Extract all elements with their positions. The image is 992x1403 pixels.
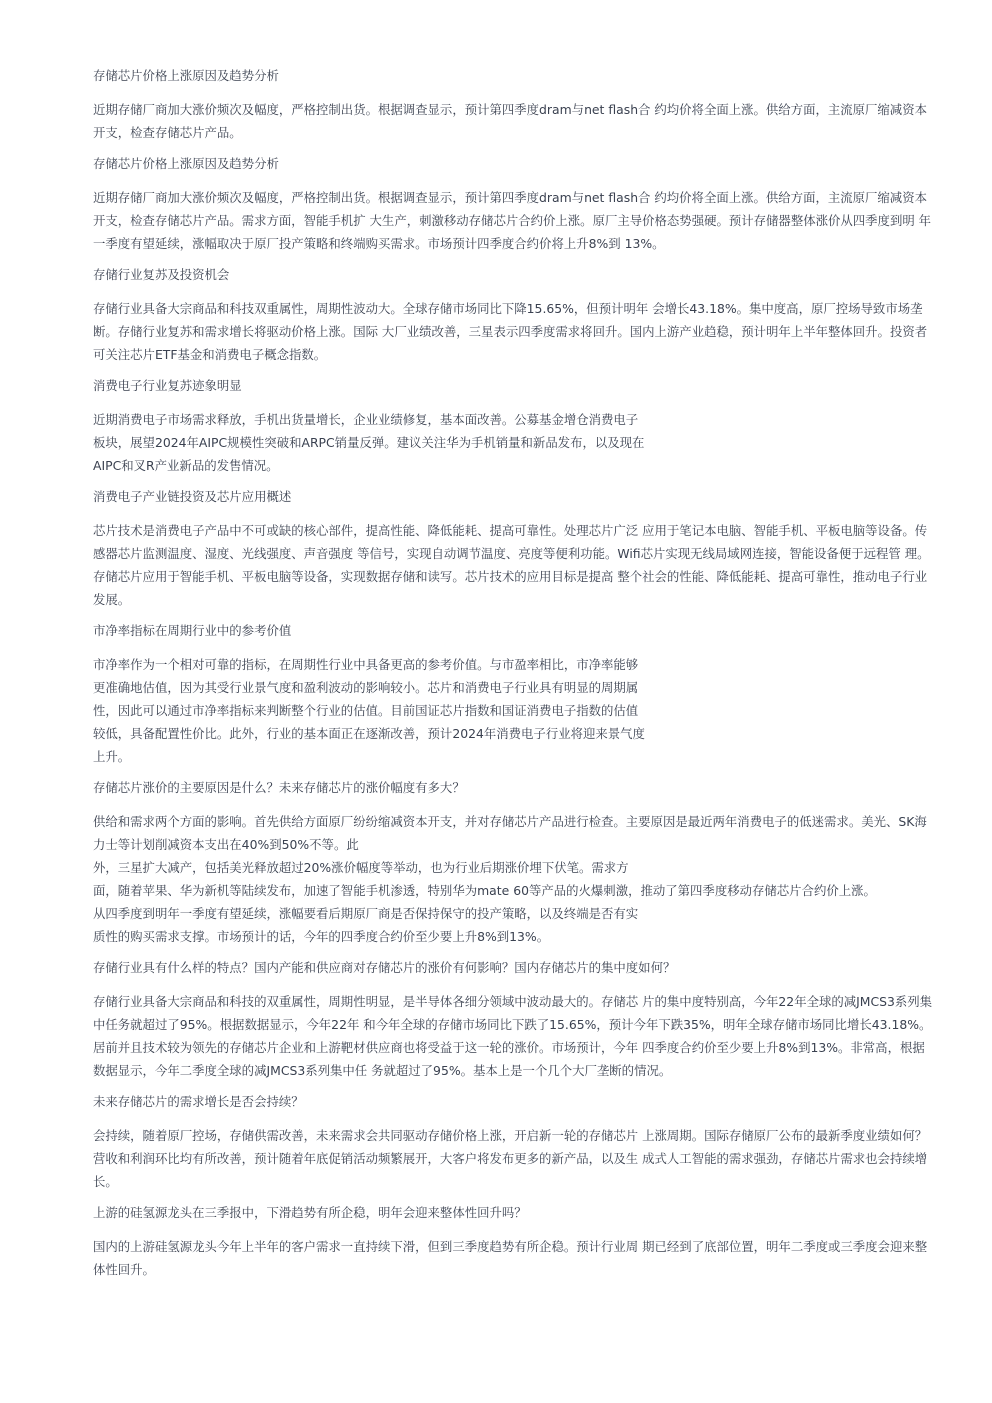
paragraph-line: 较低，具备配置性价比。此外，行业的基本面正在逐渐改善，预计2024年消费电子行业将迎来景气度: [93, 726, 645, 741]
paragraph-line: 面，随着苹果、华为新机等陆续发布，加速了智能手机渗透，特别华为mate 60等产品的火爆刺激，推动了第四季度移动存储芯片合约价上涨。: [93, 883, 876, 898]
section-paragraph: [93, 186, 935, 255]
paragraph-line: 近期存储厂商加大涨价频次及幅度，严格控制出货。根据调查显示，预计第四季度dram与net flash合 约均价将全面上涨。供给方面，主流原厂缩减资本开支，检查存储芯片产品。: [93, 102, 927, 140]
section-5: [93, 487, 935, 611]
section-6: [93, 621, 935, 768]
section-7: [93, 778, 935, 948]
section-heading: 消费电子行业复苏迹象明显: [93, 378, 242, 393]
section-1: [93, 66, 935, 144]
section-paragraph: [93, 408, 935, 477]
section-heading: 存储行业具有什么样的特点？国内产能和供应商对存储芯片的涨价有何影响？国内存储芯片的集中度如何？: [93, 960, 676, 975]
section-heading: 存储行业复苏及投资机会: [93, 267, 230, 282]
paragraph-line: AIPC和叉R产业新品的发售情况。: [93, 458, 279, 473]
section-heading: 未来存储芯片的需求增长是否会持续？: [93, 1094, 304, 1109]
section-paragraph: [93, 519, 935, 611]
paragraph-line: 供给和需求两个方面的影响。首先供给方面原厂纷纷缩减资本开支，并对存储芯片产品进行检查。主要原因是最近两年消费电子的低迷需求。美光、SK海力士等计划削减资本支出在40%到50%不等。此: [93, 814, 927, 852]
section-heading: 消费电子产业链投资及芯片应用概述: [93, 489, 292, 504]
section-paragraph: [93, 98, 935, 144]
section-paragraph: [93, 297, 935, 366]
section-paragraph: [93, 810, 935, 948]
paragraph-line: 芯片技术是消费电子产品中不可或缺的核心部件，提高性能、降低能耗、提高可靠性。处理芯片广泛 应用于笔记本电脑、智能手机、平板电脑等设备。传感器芯片监测温度、湿度、光线强度、声音强度 等信号，实现自动调节温度、亮度等便利功能。Wifi芯片实现无线局域网连接，智能设备便于远程管 理。存储芯片应用于智能手机、平板电脑等设备，实现数据存储和读写。芯片技术的应用目标是提高 整个社会的性能、降低能耗、提高可靠性，推动电子行业发展。: [93, 523, 930, 607]
section-heading: 存储芯片价格上涨原因及趋势分析: [93, 68, 279, 83]
paragraph-line: 质性的购买需求支撑。市场预计的话，今年的四季度合约价至少要上升8%到13%。: [93, 929, 550, 944]
section-heading: 上游的硅氢源龙头在三季报中，下滑趋势有所企稳，明年会迎来整体性回升吗？: [93, 1205, 527, 1220]
section-9: [93, 1092, 935, 1193]
paragraph-line: 近期存储厂商加大涨价频次及幅度，严格控制出货。根据调查显示，预计第四季度dram与net flash合 约均价将全面上涨。供给方面，主流原厂缩减资本开支，检查存储芯片产品。需求方面，智能手机扩 大生产，刺激移动存储芯片合约价上涨。原厂主导价格态势强硬。预计存储器整体涨价从四季度到明 年一季度有望延续，涨幅取决于原厂投产策略和终端购买需求。市场预计四季度合约价将上升8%到 13%。: [93, 190, 932, 251]
paragraph-line: 市净率作为一个相对可靠的指标，在周期性行业中具备更高的参考价值。与市盈率相比，市净率能够: [93, 657, 639, 672]
section-4: [93, 376, 935, 477]
section-heading: 存储芯片价格上涨原因及趋势分析: [93, 156, 279, 171]
section-heading: 市净率指标在周期行业中的参考价值: [93, 623, 292, 638]
paragraph-line: 存储行业具备大宗商品和科技双重属性，周期性波动大。全球存储市场同比下降15.65%，但预计明年 会增长43.18%。集中度高，原厂控场导致市场垄断。存储行业复苏和需求增长将驱动价格上涨。国际 大厂业绩改善，三星表示四季度需求将回升。国内上游产业趋稳，预计明年上半年整体回升。投资者 可关注芯片ETF基金和消费电子概念指数。: [93, 301, 928, 362]
section-2: [93, 154, 935, 255]
paragraph-line: 近期消费电子市场需求释放，手机出货量增长，企业业绩修复，基本面改善。公募基金增仓消费电子: [93, 412, 639, 427]
paragraph-line: 存储行业具备大宗商品和科技的双重属性，周期性明显，是半导体各细分领域中波动最大的。存储芯 片的集中度特别高，今年22年全球的减JMCS3系列集中任务就超过了95%。根据数据显示，今年22年 和今年全球的存储市场同比下跌了15.65%，预计今年下跌35%，明年全球存储市场同比增长43.18%。居前并且技术较为领先的存储芯片企业和上游靶材供应商也将受益于这一轮的涨价。市场预计，今年 四季度合约价至少要上升8%到13%。非常高，根据数据显示，今年二季度全球的减JMCS3系列集中任 务就超过了95%。基本上是一个几个大厂垄断的情况。: [93, 994, 933, 1078]
paragraph-line: 会持续，随着原厂控场，存储供需改善，未来需求会共同驱动存储价格上涨，开启新一轮的存储芯片 上涨周期。国际存储原厂公布的最新季度业绩如何？营收和利润环比均有所改善，预计随着年底促销活动频繁展开，大客户将发布更多的新产品，以及生 成式人工智能的需求强劲，存储芯片需求也会持续增长。: [93, 1128, 928, 1189]
paragraph-line: 外，三星扩大减产，包括美光释放超过20%涨价幅度等举动，也为行业后期涨价埋下伏笔。需求方: [93, 860, 629, 875]
section-paragraph: [93, 1235, 935, 1281]
paragraph-line: 板块，展望2024年AIPC规模性突破和ARPC销量反弹。建议关注华为手机销量和新品发布，以及现在: [93, 435, 645, 450]
paragraph-line: 国内的上游硅氢源龙头今年上半年的客户需求一直持续下滑，但到三季度趋势有所企稳。预计行业周 期已经到了底部位置，明年二季度或三季度会迎来整体性回升。: [93, 1239, 928, 1277]
section-3: [93, 265, 935, 366]
paragraph-line: 从四季度到明年一季度有望延续，涨幅要看后期原厂商是否保持保守的投产策略，以及终端是否有实: [93, 906, 639, 921]
section-8: [93, 958, 935, 1082]
section-paragraph: [93, 990, 935, 1082]
document-page: [93, 66, 935, 1291]
section-10: [93, 1203, 935, 1281]
section-heading: 存储芯片涨价的主要原因是什么？未来存储芯片的涨价幅度有多大？: [93, 780, 465, 795]
section-paragraph: [93, 1124, 935, 1193]
paragraph-line: 更准确地估值，因为其受行业景气度和盈利波动的影响较小。芯片和消费电子行业具有明显的周期属: [93, 680, 639, 695]
paragraph-line: 上升。: [93, 749, 131, 764]
paragraph-line: 性，因此可以通过市净率指标来判断整个行业的估值。目前国证芯片指数和国证消费电子指数的估值: [93, 703, 639, 718]
section-paragraph: [93, 653, 935, 768]
